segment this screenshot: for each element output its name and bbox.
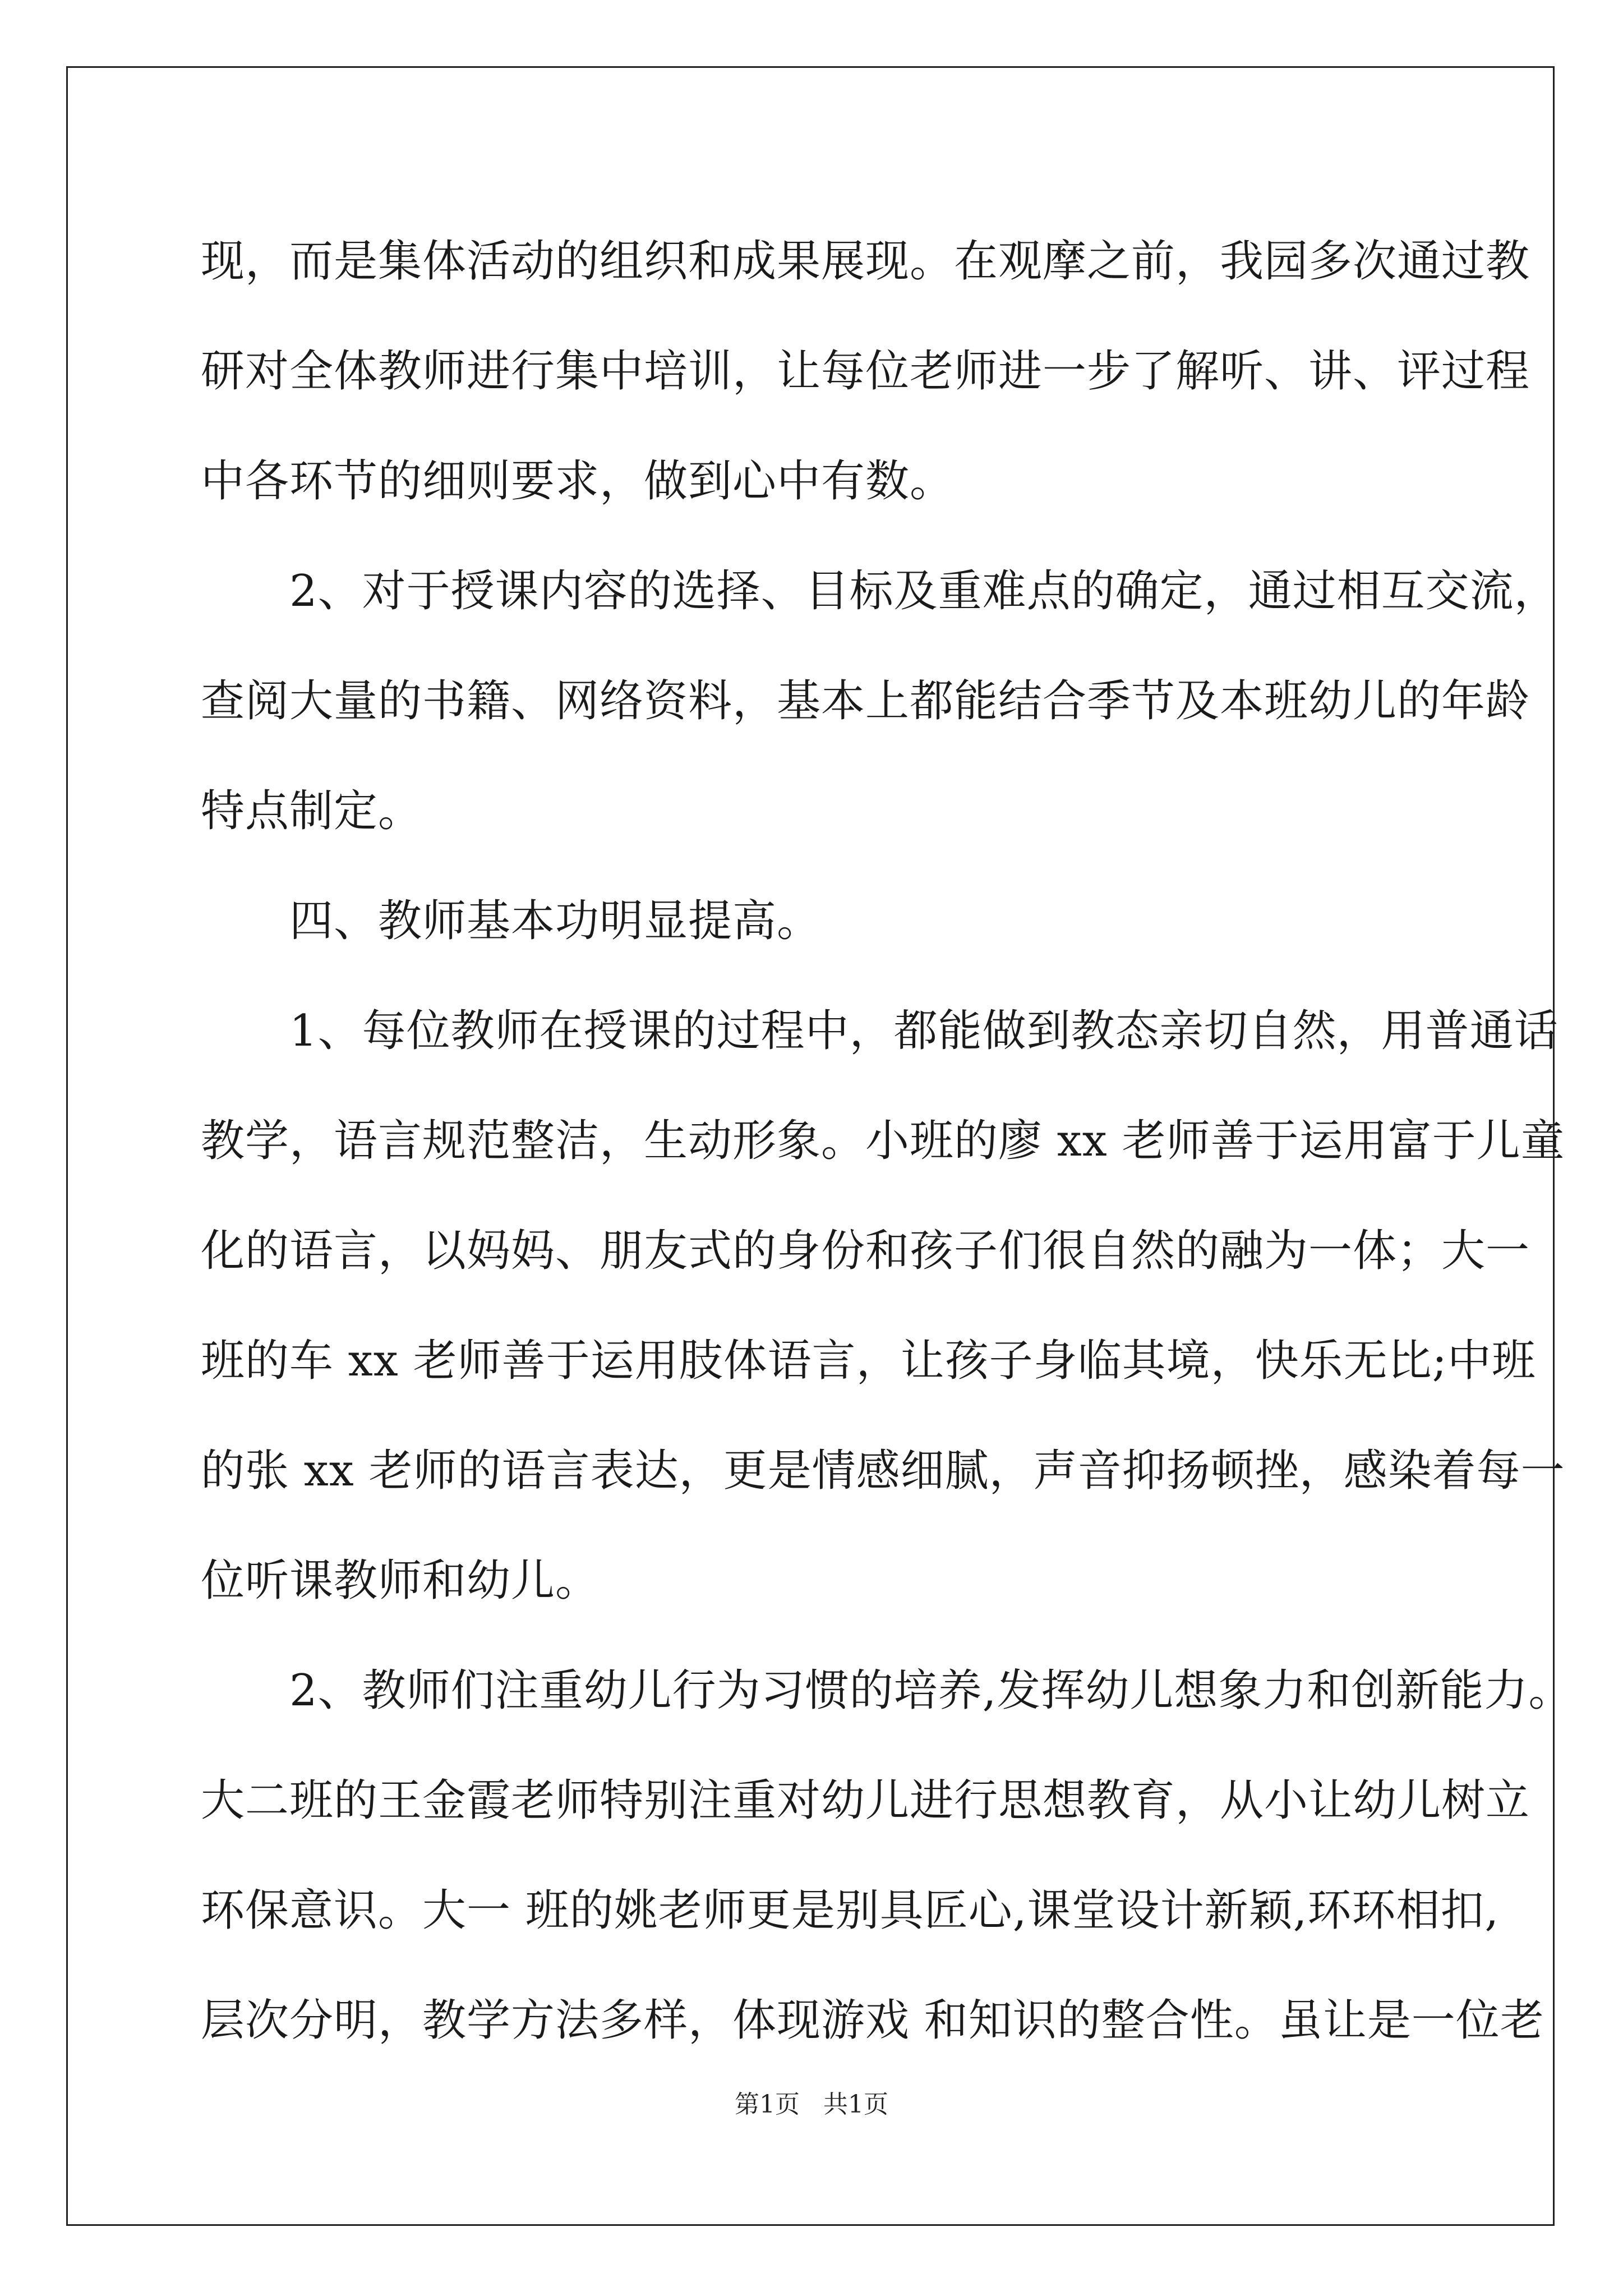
text-line: 的张 xx 老师的语言表达，更是情感细腻，声音抑扬顿挫，感染着每一 — [201, 1446, 1565, 1496]
text-line: 查阅大量的书籍、网络资料，基本上都能结合季节及本班幼儿的年龄 — [201, 676, 1530, 726]
text-line: 层次分明，教学方法多样，体现游戏 和知识的整合性。虽让是一位老 — [201, 1995, 1544, 2046]
text-line: 2、对于授课内容的选择、目标及重难点的确定，通过相互交流， — [201, 566, 1559, 616]
page-footer: 第1页 共1页 — [735, 2090, 888, 2119]
section-heading: 四、教师基本功明显提高。 — [201, 896, 822, 946]
text-line: 大二班的王金霞老师特别注重对幼儿进行思想教育，从小让幼儿树立 — [201, 1775, 1530, 1826]
text-line: 环保意识。大一 班的姚老师更是别具匠心,课堂设计新颖,环环相扣, — [201, 1885, 1500, 1936]
text-line: 特点制定。 — [201, 786, 423, 836]
text-line: 现，而是集体活动的组织和成果展现。在观摩之前，我园多次通过教 — [201, 236, 1530, 287]
text-line: 2、教师们注重幼儿行为习惯的培养,发挥幼儿想象力和创新能力。 — [201, 1665, 1573, 1716]
text-line: 化的语言，以妈妈、朋友式的身份和孩子们很自然的融为一体；大一 — [201, 1226, 1530, 1276]
document-body — [201, 206, 1573, 2076]
text-line: 1、每位教师在授课的过程中，都能做到教态亲切自然，用普通话 — [201, 1006, 1559, 1056]
text-line: 教学，语言规范整洁，生动形象。小班的廖 xx 老师善于运用富于儿童 — [201, 1116, 1565, 1166]
text-line: 位听课教师和幼儿。 — [201, 1556, 600, 1606]
text-line: 研对全体教师进行集中培训，让每位老师进一步了解听、讲、评过程 — [201, 346, 1530, 397]
text-line: 中各环节的细则要求，做到心中有数。 — [201, 456, 955, 507]
text-line: 班的车 xx 老师善于运用肢体语言，让孩子身临其境，快乐无比;中班 — [201, 1336, 1536, 1386]
